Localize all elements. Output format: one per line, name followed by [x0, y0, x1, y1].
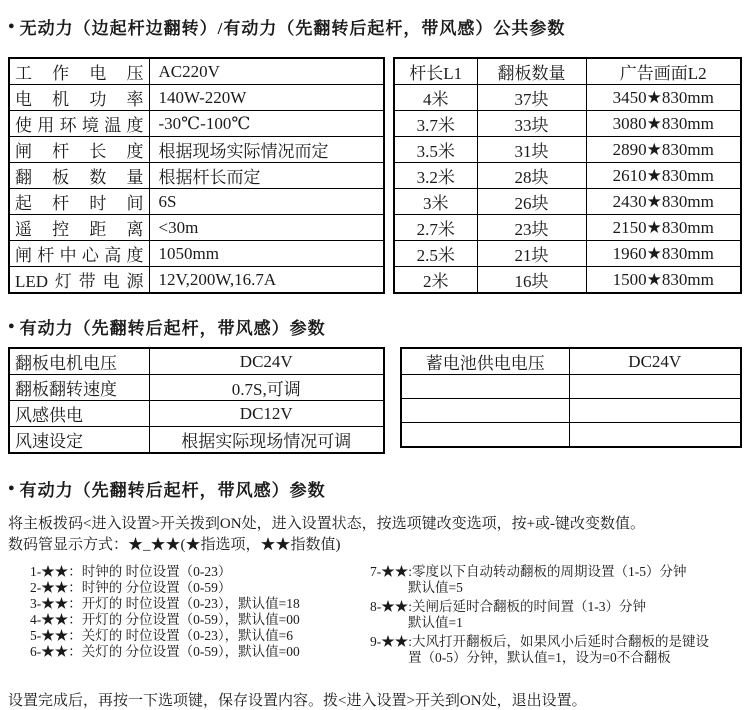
cell: 3080★830mm: [586, 111, 741, 137]
cell: 3.2米: [394, 163, 477, 189]
common-parameters-tables: [8, 57, 742, 294]
table-row: [9, 401, 384, 427]
spec-value: -30℃-100℃: [149, 111, 384, 137]
spec-value: AC220V: [149, 58, 384, 85]
setting-item: 6-★★：关灯的 分位设置（0-59），默认值=00: [30, 644, 300, 659]
setting-item: [370, 564, 742, 595]
column-header: 杆长L1: [394, 58, 477, 85]
cell: 2.7米: [394, 215, 477, 241]
table-row: [401, 423, 741, 447]
cell: 1960★830mm: [586, 241, 741, 267]
table-row: [394, 267, 741, 294]
cell: 28块: [477, 163, 586, 189]
setting-item: 5-★★：关灯的 时位设置（0-23），默认值=6: [30, 628, 293, 643]
setting-item-line: 置（0-5）分钟，默认值=1，设为=0不合翻板: [408, 649, 671, 665]
spec-label: 翻板翻转速度: [9, 375, 149, 401]
setting-item: [370, 599, 742, 630]
cell: 2610★830mm: [586, 163, 741, 189]
section1-heading-text: 无动力（边起杆边翻转）/有动力（先翻转后起杆，带风感）公共参数: [19, 19, 566, 38]
cell: 3.7米: [394, 111, 477, 137]
table-row: [9, 163, 384, 189]
setting-item: 2-★★：时钟的 分位设置（0-59）: [30, 580, 232, 595]
table-row: [9, 111, 384, 137]
table-row: [9, 85, 384, 111]
cell: 2.5米: [394, 241, 477, 267]
cell: 4米: [394, 85, 477, 111]
spec-label: 工作电压: [9, 58, 149, 85]
spec-label: 翻板电机电压: [9, 348, 149, 375]
spec-value: DC24V: [149, 348, 384, 375]
pole-size-table: [393, 57, 742, 294]
section2-heading: [8, 314, 742, 339]
setting-item-line: 默认值=1: [408, 614, 463, 630]
cell: 33块: [477, 111, 586, 137]
spec-label: LED灯带电源: [9, 267, 149, 294]
bullet-icon: ●: [8, 20, 16, 32]
spec-label: [401, 399, 569, 423]
cell: 2430★830mm: [586, 189, 741, 215]
spec-value: 根据现场实际情况而定: [149, 137, 384, 163]
spec-label: 闸杆中心高度: [9, 241, 149, 267]
cell: 3450★830mm: [586, 85, 741, 111]
intro-line-1: 将主板拨码<进入设置>开关拨到ON处，进入设置状态，按选项键改变选项，按+或-键改变数值。: [8, 516, 646, 532]
table-row: [9, 241, 384, 267]
table-row: [401, 375, 741, 399]
table-row: [394, 137, 741, 163]
setting-item-line: 7-★★:零度以下自动转动翻板的周期设置（1-5）分钟: [370, 564, 687, 579]
table-row: [9, 58, 384, 85]
cell: 2890★830mm: [586, 137, 741, 163]
table-row: [394, 189, 741, 215]
setting-item: 4-★★：开灯的 分位设置（0-59），默认值=00: [30, 612, 300, 627]
battery-table: [400, 347, 742, 448]
settings-intro: [8, 514, 742, 556]
spec-value: 0.7S,可调: [149, 375, 384, 401]
spec-label: 蓄电池供电电压: [401, 348, 569, 375]
spec-value: 1050mm: [149, 241, 384, 267]
spec-value: DC24V: [569, 348, 741, 375]
setting-item-line: 8-★★:关闸后延时合翻板的时间置（1-3）分钟: [370, 599, 646, 614]
spec-label: [401, 375, 569, 399]
cell: 26块: [477, 189, 586, 215]
powered-spec-table: [8, 347, 385, 454]
table-row: [9, 189, 384, 215]
table-row: [9, 427, 384, 454]
table-row: [394, 111, 741, 137]
spec-label: 电机功率: [9, 85, 149, 111]
setting-item: 1-★★：时钟的 时位设置（0-23）: [30, 564, 232, 579]
spec-value: DC12V: [149, 401, 384, 427]
common-spec-table: [8, 57, 385, 294]
cell: 21块: [477, 241, 586, 267]
spec-label: [401, 423, 569, 447]
table-row: [394, 85, 741, 111]
spec-label: 使用环境温度: [9, 111, 149, 137]
spec-value: 6S: [149, 189, 384, 215]
spec-label: 闸杆长度: [9, 137, 149, 163]
spec-value: 根据实际现场情况可调: [149, 427, 384, 454]
settings-items-7-9: [370, 564, 742, 669]
table-row: [394, 241, 741, 267]
bullet-icon: ●: [8, 482, 16, 494]
table-row: [394, 163, 741, 189]
setting-item-line: 默认值=5: [408, 579, 463, 595]
cell: 2米: [394, 267, 477, 294]
section3-heading: [8, 476, 742, 501]
spec-value: 140W-220W: [149, 85, 384, 111]
column-header: 翻板数量: [477, 58, 586, 85]
cell: 23块: [477, 215, 586, 241]
spec-value: 12V,200W,16.7A: [149, 267, 384, 294]
spec-value: 根据杆长而定: [149, 163, 384, 189]
table-row: [9, 137, 384, 163]
bullet-icon: ●: [8, 320, 16, 332]
table-row: [9, 215, 384, 241]
table-row: [401, 348, 741, 375]
section2-heading-text: 有动力（先翻转后起杆，带风感）参数: [19, 319, 326, 338]
spec-value: [569, 399, 741, 423]
settings-list: [8, 564, 742, 669]
table-row: [401, 399, 741, 423]
settings-footer: 设置完成后，再按一下选项键，保存设置内容。拨<进入设置>开关到ON处，退出设置。: [8, 693, 587, 709]
table-row: [9, 375, 384, 401]
spec-value: [569, 375, 741, 399]
table-row: [394, 215, 741, 241]
cell: 37块: [477, 85, 586, 111]
cell: 3.5米: [394, 137, 477, 163]
spec-label: 风感供电: [9, 401, 149, 427]
setting-item-line: 9-★★:大风打开翻板后，如果风小后延时合翻板的是键设: [370, 634, 709, 649]
settings-items-1-6: [8, 564, 370, 669]
intro-line-2: 数码管显示方式：★_★★(★指选项，★★指数值): [8, 537, 341, 553]
spec-label: 风速设定: [9, 427, 149, 454]
column-header: 广告画面L2: [586, 58, 741, 85]
cell: 2150★830mm: [586, 215, 741, 241]
powered-parameters-tables: [8, 347, 742, 454]
cell: 3米: [394, 189, 477, 215]
table-header-row: [394, 58, 741, 85]
table-row: [9, 348, 384, 375]
cell: 31块: [477, 137, 586, 163]
setting-item: [370, 634, 742, 665]
cell: 16块: [477, 267, 586, 294]
spec-label: 翻板数量: [9, 163, 149, 189]
section1-heading: [8, 14, 742, 39]
cell: 1500★830mm: [586, 267, 741, 294]
section3-heading-text: 有动力（先翻转后起杆，带风感）参数: [19, 481, 326, 500]
table-row: [9, 267, 384, 294]
setting-item: 3-★★：开灯的 时位设置（0-23），默认值=18: [30, 596, 300, 611]
spec-label: 遥控距离: [9, 215, 149, 241]
spec-value: [569, 423, 741, 447]
spec-label: 起杆时间: [9, 189, 149, 215]
spec-value: <30m: [149, 215, 384, 241]
